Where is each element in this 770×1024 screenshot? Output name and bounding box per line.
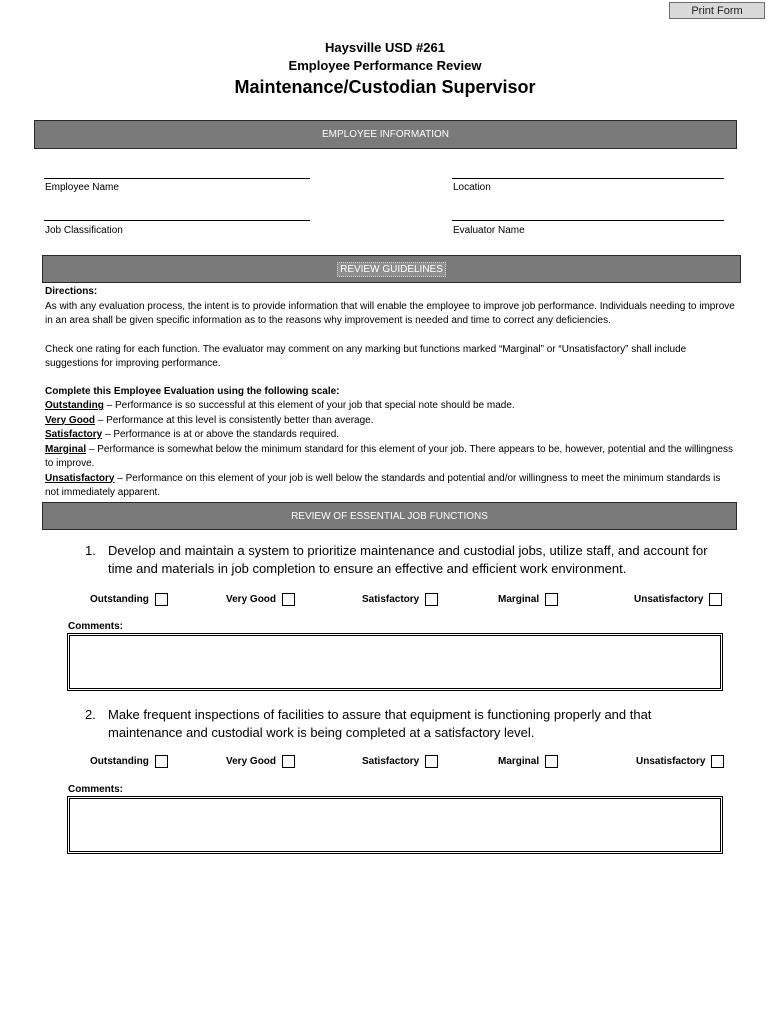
job-classification-label: Job Classification	[45, 225, 123, 236]
directions-label: Directions:	[45, 286, 98, 297]
location-field[interactable]	[452, 178, 724, 179]
scale-outstanding: Outstanding – Performance is so successful at this element of your job that special note should be made.	[45, 400, 515, 411]
scale-unsatisfactory: Unsatisfactory – Performance on this element of your job is well below the standards and potential and/or willingness to meet the minimum standards is not immediately apparent.	[45, 472, 721, 498]
function-2-text: Make frequent inspections of facilities to assure that equipment is functioning properly and that maintenance and custodial work is being completed at a satisfactory level.	[108, 707, 652, 740]
rating-2-satisfactory[interactable]: Satisfactory	[362, 755, 438, 768]
print-form-button[interactable]: Print Form	[669, 2, 765, 19]
employee-name-label: Employee Name	[45, 182, 119, 193]
employee-information-label: EMPLOYEE INFORMATION	[321, 129, 450, 140]
comments-1-label: Comments:	[68, 621, 124, 632]
rating-2-outstanding[interactable]: Outstanding	[90, 755, 168, 768]
review-guidelines-label: REVIEW GUIDELINES	[337, 262, 446, 277]
checkbox[interactable]	[155, 593, 168, 606]
employee-information-header	[34, 120, 737, 149]
scale-label: Complete this Employee Evaluation using the following scale:	[45, 385, 340, 397]
evaluator-name-label: Evaluator Name	[453, 225, 525, 236]
rating-1-very-good[interactable]: Very Good	[226, 593, 295, 606]
checkbox[interactable]	[711, 755, 724, 768]
function-2-number: 2.	[85, 707, 96, 722]
checkbox[interactable]	[282, 755, 295, 768]
rating-2-marginal[interactable]: Marginal	[498, 755, 558, 768]
rating-instructions: Check one rating for each function. The evaluator may comment on any marking but functions marked “Marginal” or “Unsatisfactory” shall include suggestions for improving performance.	[45, 343, 687, 369]
comments-2-label: Comments:	[68, 784, 124, 795]
checkbox[interactable]	[425, 755, 438, 768]
rating-2-unsatisfactory[interactable]: Unsatisfactory	[636, 755, 724, 768]
rating-1-unsatisfactory[interactable]: Unsatisfactory	[634, 593, 722, 606]
job-classification-field[interactable]	[44, 220, 310, 221]
location-label: Location	[453, 182, 491, 193]
guidelines-text	[45, 285, 735, 501]
checkbox[interactable]	[155, 755, 168, 768]
checkbox[interactable]	[545, 593, 558, 606]
job-functions-header	[42, 502, 737, 530]
district-title: Haysville USD #261	[325, 40, 445, 55]
job-functions-label: REVIEW OF ESSENTIAL JOB FUNCTIONS	[291, 510, 488, 522]
rating-1-outstanding[interactable]: Outstanding	[90, 593, 168, 606]
scale-very-good: Very Good – Performance at this level is consistently better than average.	[45, 414, 374, 426]
scale-satisfactory: Satisfactory – Performance is at or above the standards required.	[45, 429, 340, 440]
checkbox[interactable]	[282, 593, 295, 606]
directions-paragraph: As with any evaluation process, the intent is to provide information that will enable the employee to improve job performance. Individuals needing to improve in an area shall be given specific information as to the reasons why improvement is needed and time to correct any deficiencies.	[45, 300, 735, 326]
comments-1-input[interactable]	[69, 635, 721, 689]
comments-2-input[interactable]	[69, 798, 721, 852]
evaluator-name-field[interactable]	[452, 220, 724, 221]
checkbox[interactable]	[709, 593, 722, 606]
checkbox[interactable]	[425, 593, 438, 606]
function-1-text: Develop and maintain a system to prioritize maintenance and custodial jobs, utilize staff, and account for time and materials in job completion to ensure an effective and efficient work environment.	[108, 543, 708, 576]
rating-1-satisfactory[interactable]: Satisfactory	[362, 593, 438, 606]
review-guidelines-header	[42, 255, 741, 283]
scale-marginal: Marginal – Performance is somewhat below the minimum standard for this element of your job. There appears to be, however, potential and the willingness to improve.	[45, 443, 733, 469]
function-1-number: 1.	[85, 543, 96, 558]
employee-name-field[interactable]	[44, 178, 310, 179]
review-title: Employee Performance Review	[288, 58, 482, 73]
checkbox[interactable]	[545, 755, 558, 768]
rating-1-marginal[interactable]: Marginal	[498, 593, 558, 606]
rating-2-very-good[interactable]: Very Good	[226, 755, 295, 768]
page-title: Maintenance/Custodian Supervisor	[234, 77, 536, 97]
